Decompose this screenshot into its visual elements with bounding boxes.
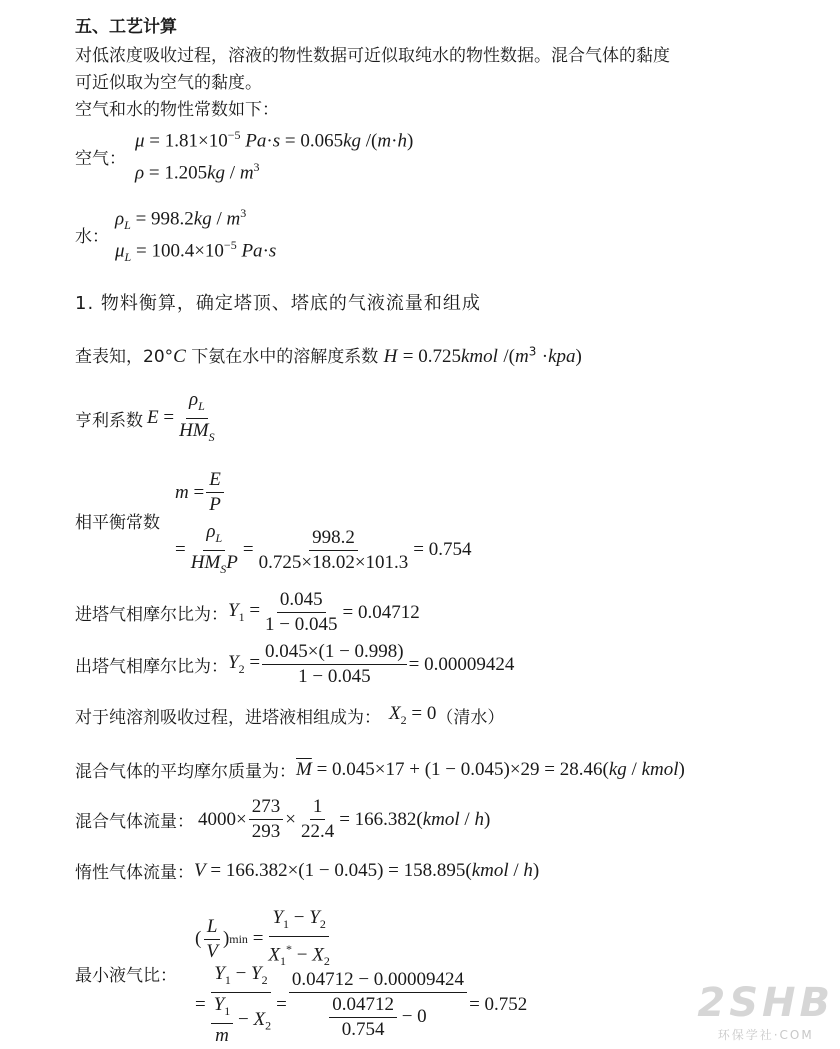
watermark-logo: 2SHB	[697, 980, 834, 1026]
henry-fraction: $\frac{\rho_L}{HM_S}$	[179, 389, 215, 444]
inert-flow-line: 惰性气体流量： V = 166.382×(1 − 0.045) = 158.895(kmol / h)	[75, 859, 540, 883]
watermark-text: 环保学社·COM	[717, 1028, 814, 1042]
intro-line-2: 可近似取为空气的黏度。	[75, 73, 262, 93]
step-1-heading: 1. 物料衡算，确定塔顶、塔底的气液流量和组成	[75, 293, 481, 314]
y2-label: 出塔气相摩尔比为：	[75, 657, 228, 677]
air-label: 空气：	[75, 149, 126, 169]
y1-label: 进塔气相摩尔比为：	[75, 605, 228, 625]
equilibrium-label: 相平衡常数	[75, 513, 160, 533]
intro-line-1: 对低浓度吸收过程，溶液的物性数据可近似取纯水的物性数据。混合气体的黏度	[75, 46, 670, 66]
y1-line: 进塔气相摩尔比为： $Y_1$ = $\frac{0.045}{1 - 0.045}$ = 0.04712	[75, 589, 420, 635]
mix-flow-label: 混合气体流量：	[75, 812, 194, 832]
min-ratio-def: ( $\frac{L}{V}$ ) min = $\frac{Y_1 - Y_2}{X_1^* - X_2}$	[195, 907, 330, 968]
water-viscosity-formula: $\mu_L = 100.4\times 10^{-5}$ Pa·s	[115, 238, 277, 265]
avg-molar-mass-line: 混合气体的平均摩尔质量为： $\overline{M} = 0.045\times 17 + (1 - 0.045)\times 29 = 28.46(kg$ / kmol)	[75, 758, 685, 782]
x2-label: 对于纯溶剂吸收过程，进塔液相组成为：	[75, 708, 381, 728]
intro-line-3: 空气和水的物性常数如下：	[75, 100, 279, 120]
air-density-formula: $\rho = 1.205kg / m^3$	[135, 160, 260, 184]
henry-label: 亨利系数	[75, 410, 143, 431]
section-title: 五、工艺计算	[75, 17, 177, 37]
water-density-formula: $\rho_L = 998.2kg / m^3$	[115, 206, 247, 233]
min-ratio-label: 最小液气比：	[75, 966, 177, 986]
equilibrium-calc: = $\frac{\rho_L}{HM_SP}$ = $\frac{998.2}{0.725\times 18.02\times 101.3}$ = 0.754	[175, 521, 472, 576]
solubility-line: 查表知，20°C 下氨在水中的溶解度系数 H = 0.725kmol $/(m^3 \cdot kpa)$	[75, 344, 582, 367]
henry-coefficient: 亨利系数 E = $\frac{\rho_L}{HM_S}$	[75, 388, 220, 449]
x2-line: 对于纯溶剂吸收过程，进塔液相组成为： $X_2 = 0$ （清水）	[75, 703, 505, 728]
water-label: 水：	[75, 227, 109, 247]
equilibrium-def: m = $\frac{E}{P}$	[175, 468, 226, 517]
air-viscosity-formula: $\mu = 1.81\times 10^{-5}$ Pa·s = 0.065kg /(m·h)	[135, 128, 414, 152]
site-watermark	[697, 980, 834, 1043]
mix-flow-line: 混合气体流量： 4000× $\frac{273}{293}$ × $\frac{1}{22.4}$ = 166.382(kmol / h)	[75, 796, 491, 842]
inert-label: 惰性气体流量：	[75, 863, 194, 883]
y2-line: 出塔气相摩尔比为： $Y_2$ = $\frac{0.045\times(1 - 0.998)}{1 - 0.045}$ = 0.00009424	[75, 641, 515, 687]
x2-note: （清水）	[436, 708, 505, 728]
min-ratio-calc: = $Y_1 - Y_2$ $\frac{Y_1}{m}$ − $X_2$ = 0.04712 − 0.00009424 $\frac{0.04712}{0.754}$ − 0 = 0.752	[195, 963, 528, 1046]
avg-mass-label: 混合气体的平均摩尔质量为：	[75, 762, 296, 782]
